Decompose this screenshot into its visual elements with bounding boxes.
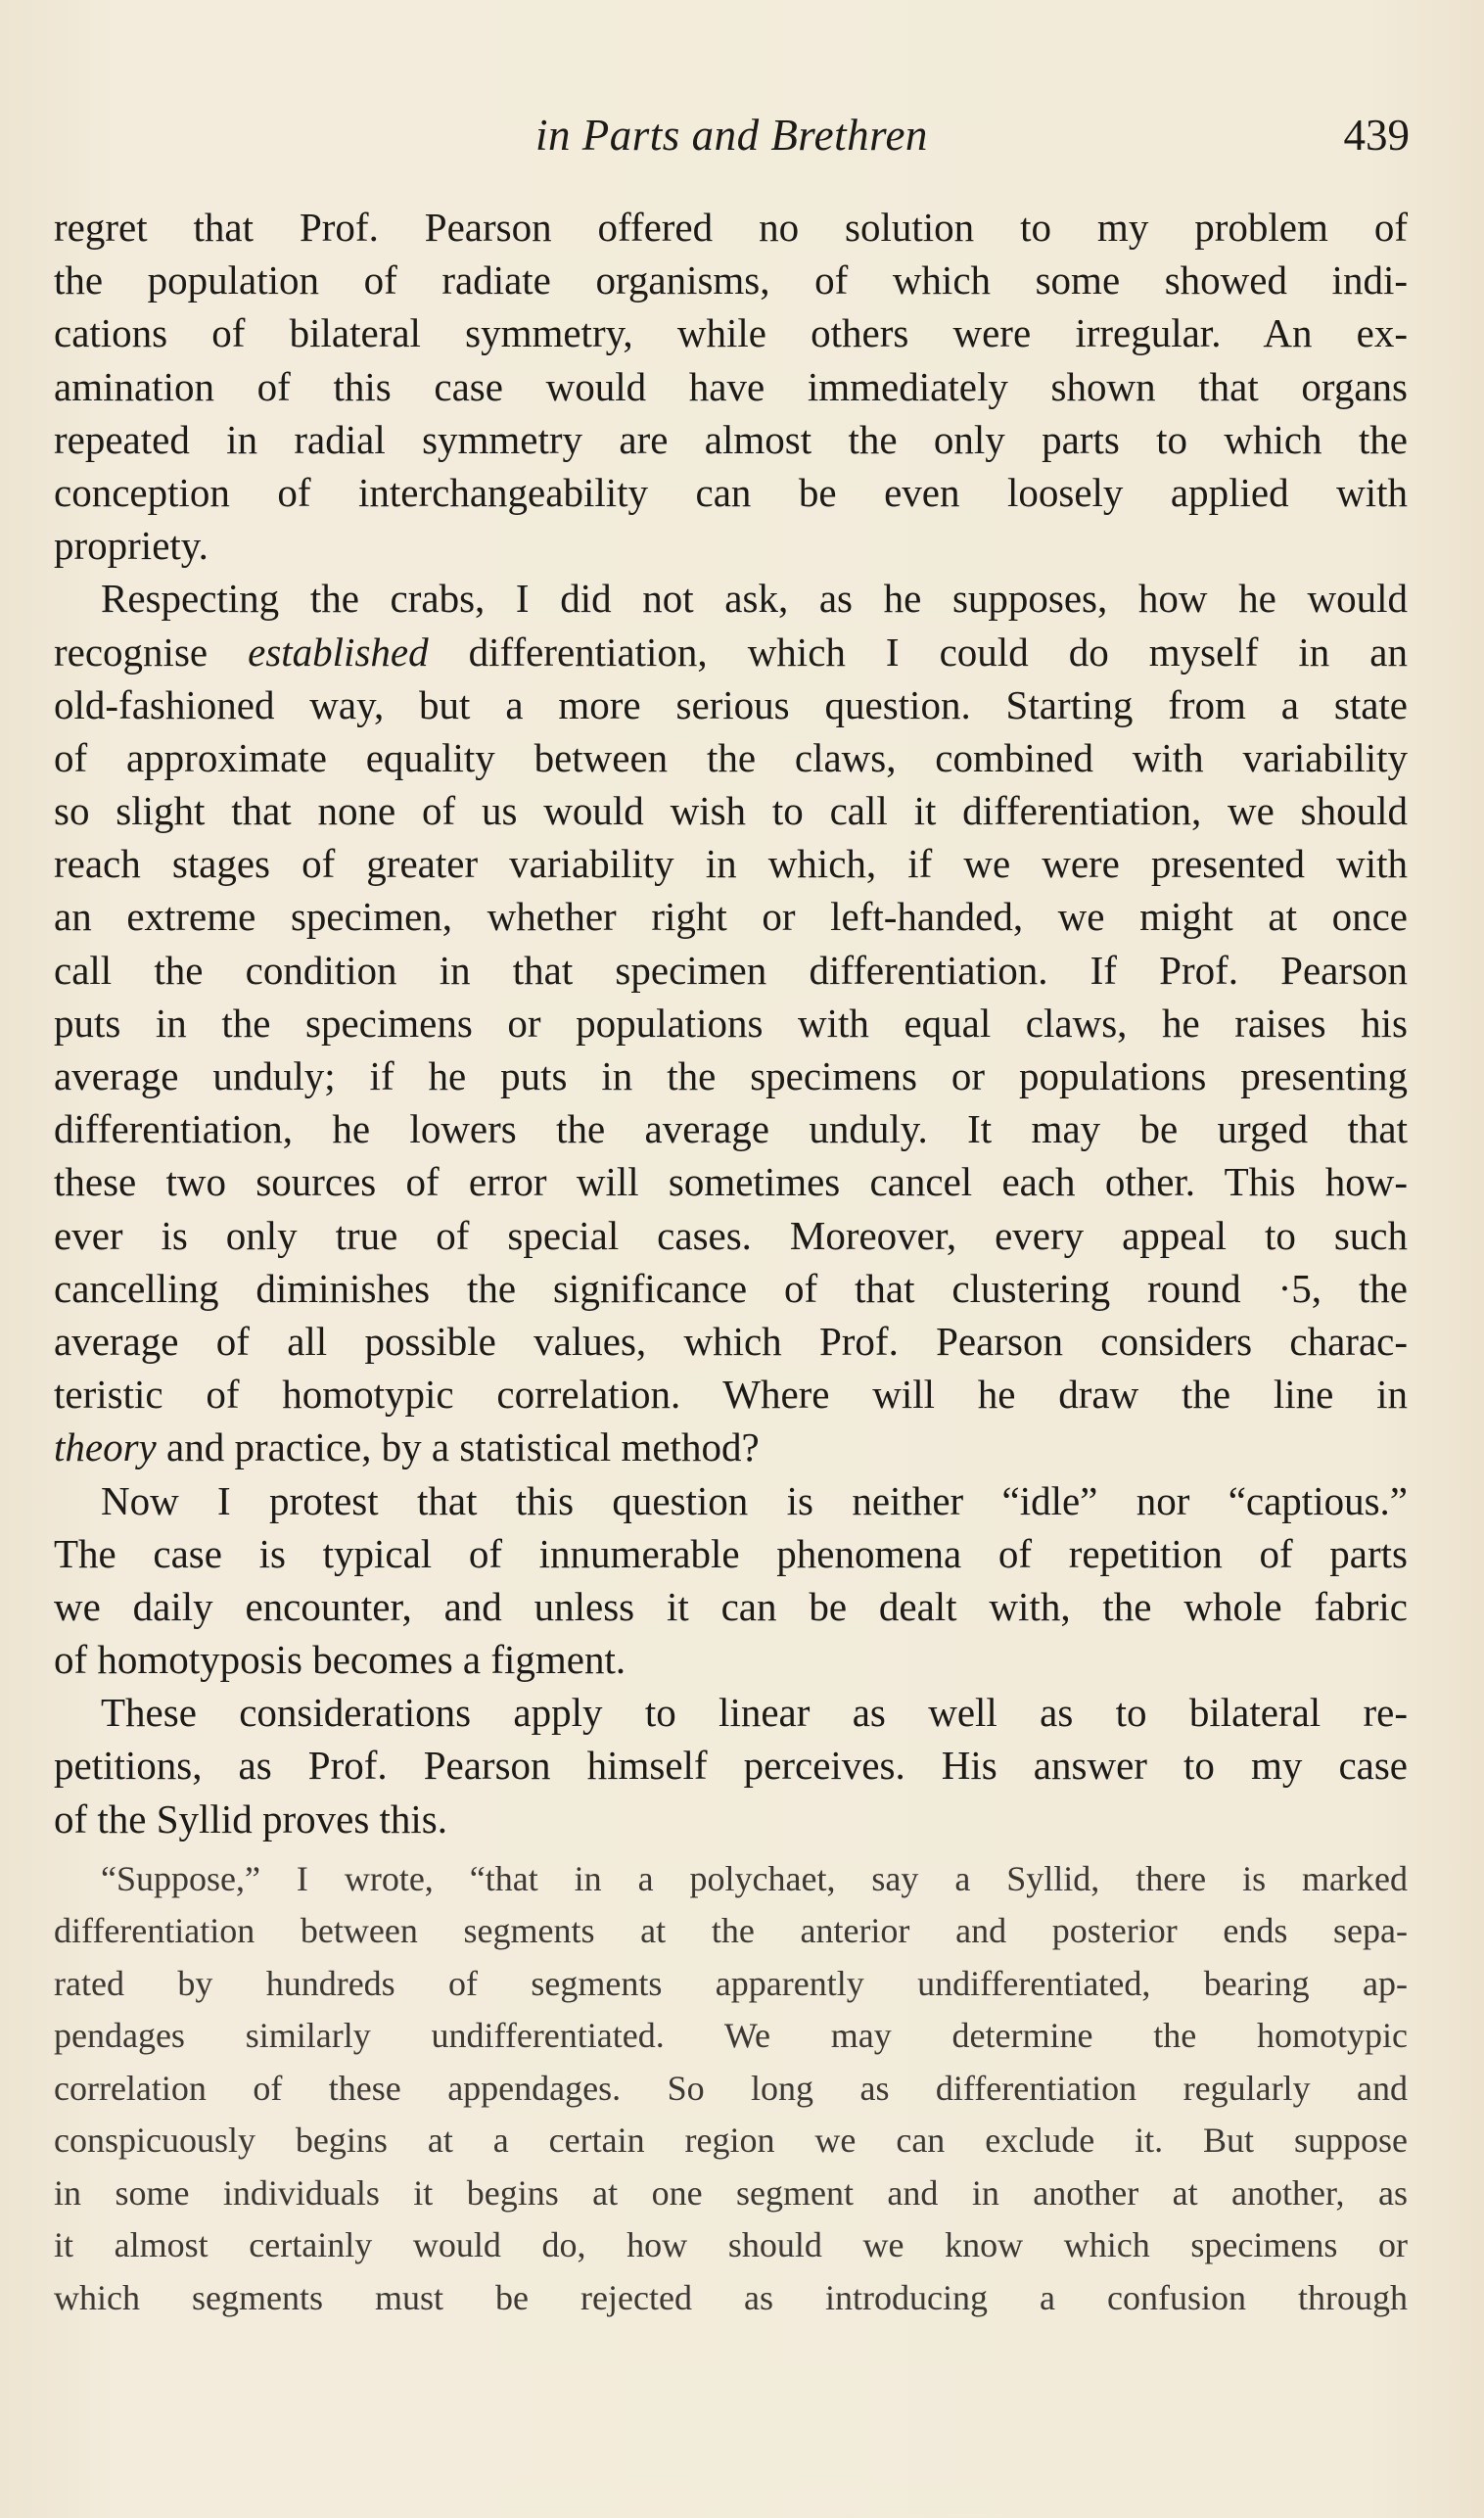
- text-line: an extreme specimen, whether right or left-handed, we might at once: [54, 894, 1408, 940]
- text-line: amination of this case would have immediately shown that organs: [54, 363, 1408, 409]
- text-line: of homotyposis becomes a figment.: [54, 1637, 626, 1683]
- text-line: call the condition in that specimen differentiation. If Prof. Pearson: [54, 947, 1408, 993]
- text-line: we daily encounter, and unless it can be dealt with, the whole fabric: [54, 1583, 1408, 1629]
- text-line: Respecting the crabs, I did not ask, as he supposes, how he would: [101, 576, 1408, 622]
- text-line: differentiation, he lowers the average unduly. It may be urged that: [54, 1106, 1408, 1152]
- text-line: cations of bilateral symmetry, while others were irregular. An ex-: [54, 310, 1408, 356]
- text-line: recognise established differentiation, which I could do myself in an: [54, 629, 1408, 675]
- quote-line: it almost certainly would do, how should we know which specimens or: [54, 2225, 1408, 2265]
- text-line: average of all possible values, which Prof. Pearson considers charac-: [54, 1318, 1408, 1364]
- quote-line: differentiation between segments at the anterior and posterior ends sepa-: [54, 1911, 1408, 1951]
- text-line: propriety.: [54, 523, 209, 569]
- text-line: old-fashioned way, but a more serious question. Starting from a state: [54, 681, 1408, 727]
- quote-line: “Suppose,” I wrote, “that in a polychaet, say a Syllid, there is marked: [101, 1858, 1408, 1898]
- quote-line: rated by hundreds of segments apparently undifferentiated, bearing ap-: [54, 1963, 1408, 2003]
- text-line: these two sources of error will sometimes cancel each other. This how-: [54, 1159, 1408, 1205]
- text-line: puts in the specimens or populations with equal claws, he raises his: [54, 1000, 1408, 1046]
- running-head: in Parts and Brethren: [535, 111, 928, 160]
- text-line: conception of interchangeability can be even loosely applied with: [54, 469, 1408, 515]
- page-header: [54, 110, 1410, 178]
- text-line: The case is typical of innumerable phenomena of repetition of parts: [54, 1530, 1408, 1576]
- text-line: These considerations apply to linear as well as to bilateral re-: [101, 1690, 1408, 1736]
- page-number: 439: [1343, 111, 1410, 160]
- quote-line: which segments must be rejected as introducing a confusion through: [54, 2277, 1408, 2317]
- text-line: cancelling diminishes the significance of that clustering round ·5, the: [54, 1265, 1408, 1311]
- text-line: of the Syllid proves this.: [54, 1795, 448, 1842]
- paragraph-4: [54, 1686, 1408, 1845]
- text-line: Now I protest that this question is neither “idle” nor “captious.”: [101, 1477, 1408, 1523]
- paragraph-3: [54, 1474, 1408, 1687]
- quote-line: correlation of these appendages. So long as differentiation regularly and: [54, 2068, 1408, 2108]
- text-line: regret that Prof. Pearson offered no solution to my problem of: [54, 205, 1408, 250]
- quote-line: pendages similarly undifferentiated. We may determine the homotypic: [54, 2016, 1408, 2056]
- text-line: the population of radiate organisms, of which some showed indi-: [54, 257, 1408, 303]
- body-text: [54, 201, 1408, 2324]
- paragraph-2: [54, 572, 1408, 1473]
- quote-line: conspicuously begins at a certain region we can exclude it. But suppose: [54, 2121, 1408, 2161]
- paragraph-1: [54, 201, 1408, 572]
- text-line: teristic of homotypic correlation. Where will he draw the line in: [54, 1372, 1408, 1418]
- text-line: reach stages of greater variability in which, if we were presented with: [54, 841, 1408, 887]
- text-line: petitions, as Prof. Pearson himself perceives. His answer to my case: [54, 1743, 1408, 1789]
- text-line: of approximate equality between the claws, combined with variability: [54, 734, 1408, 780]
- block-quote: [54, 1853, 1408, 2325]
- text-line: average unduly; if he puts in the specimens or populations presenting: [54, 1053, 1408, 1098]
- text-line: theory and practice, by a statistical method?: [54, 1424, 760, 1470]
- text-line: ever is only true of special cases. Moreover, every appeal to such: [54, 1212, 1408, 1258]
- text-line: so slight that none of us would wish to call it differentiation, we should: [54, 788, 1408, 834]
- quote-line: in some individuals it begins at one segment and in another at another, as: [54, 2172, 1408, 2213]
- text-line: repeated in radial symmetry are almost the only parts to which the: [54, 416, 1408, 462]
